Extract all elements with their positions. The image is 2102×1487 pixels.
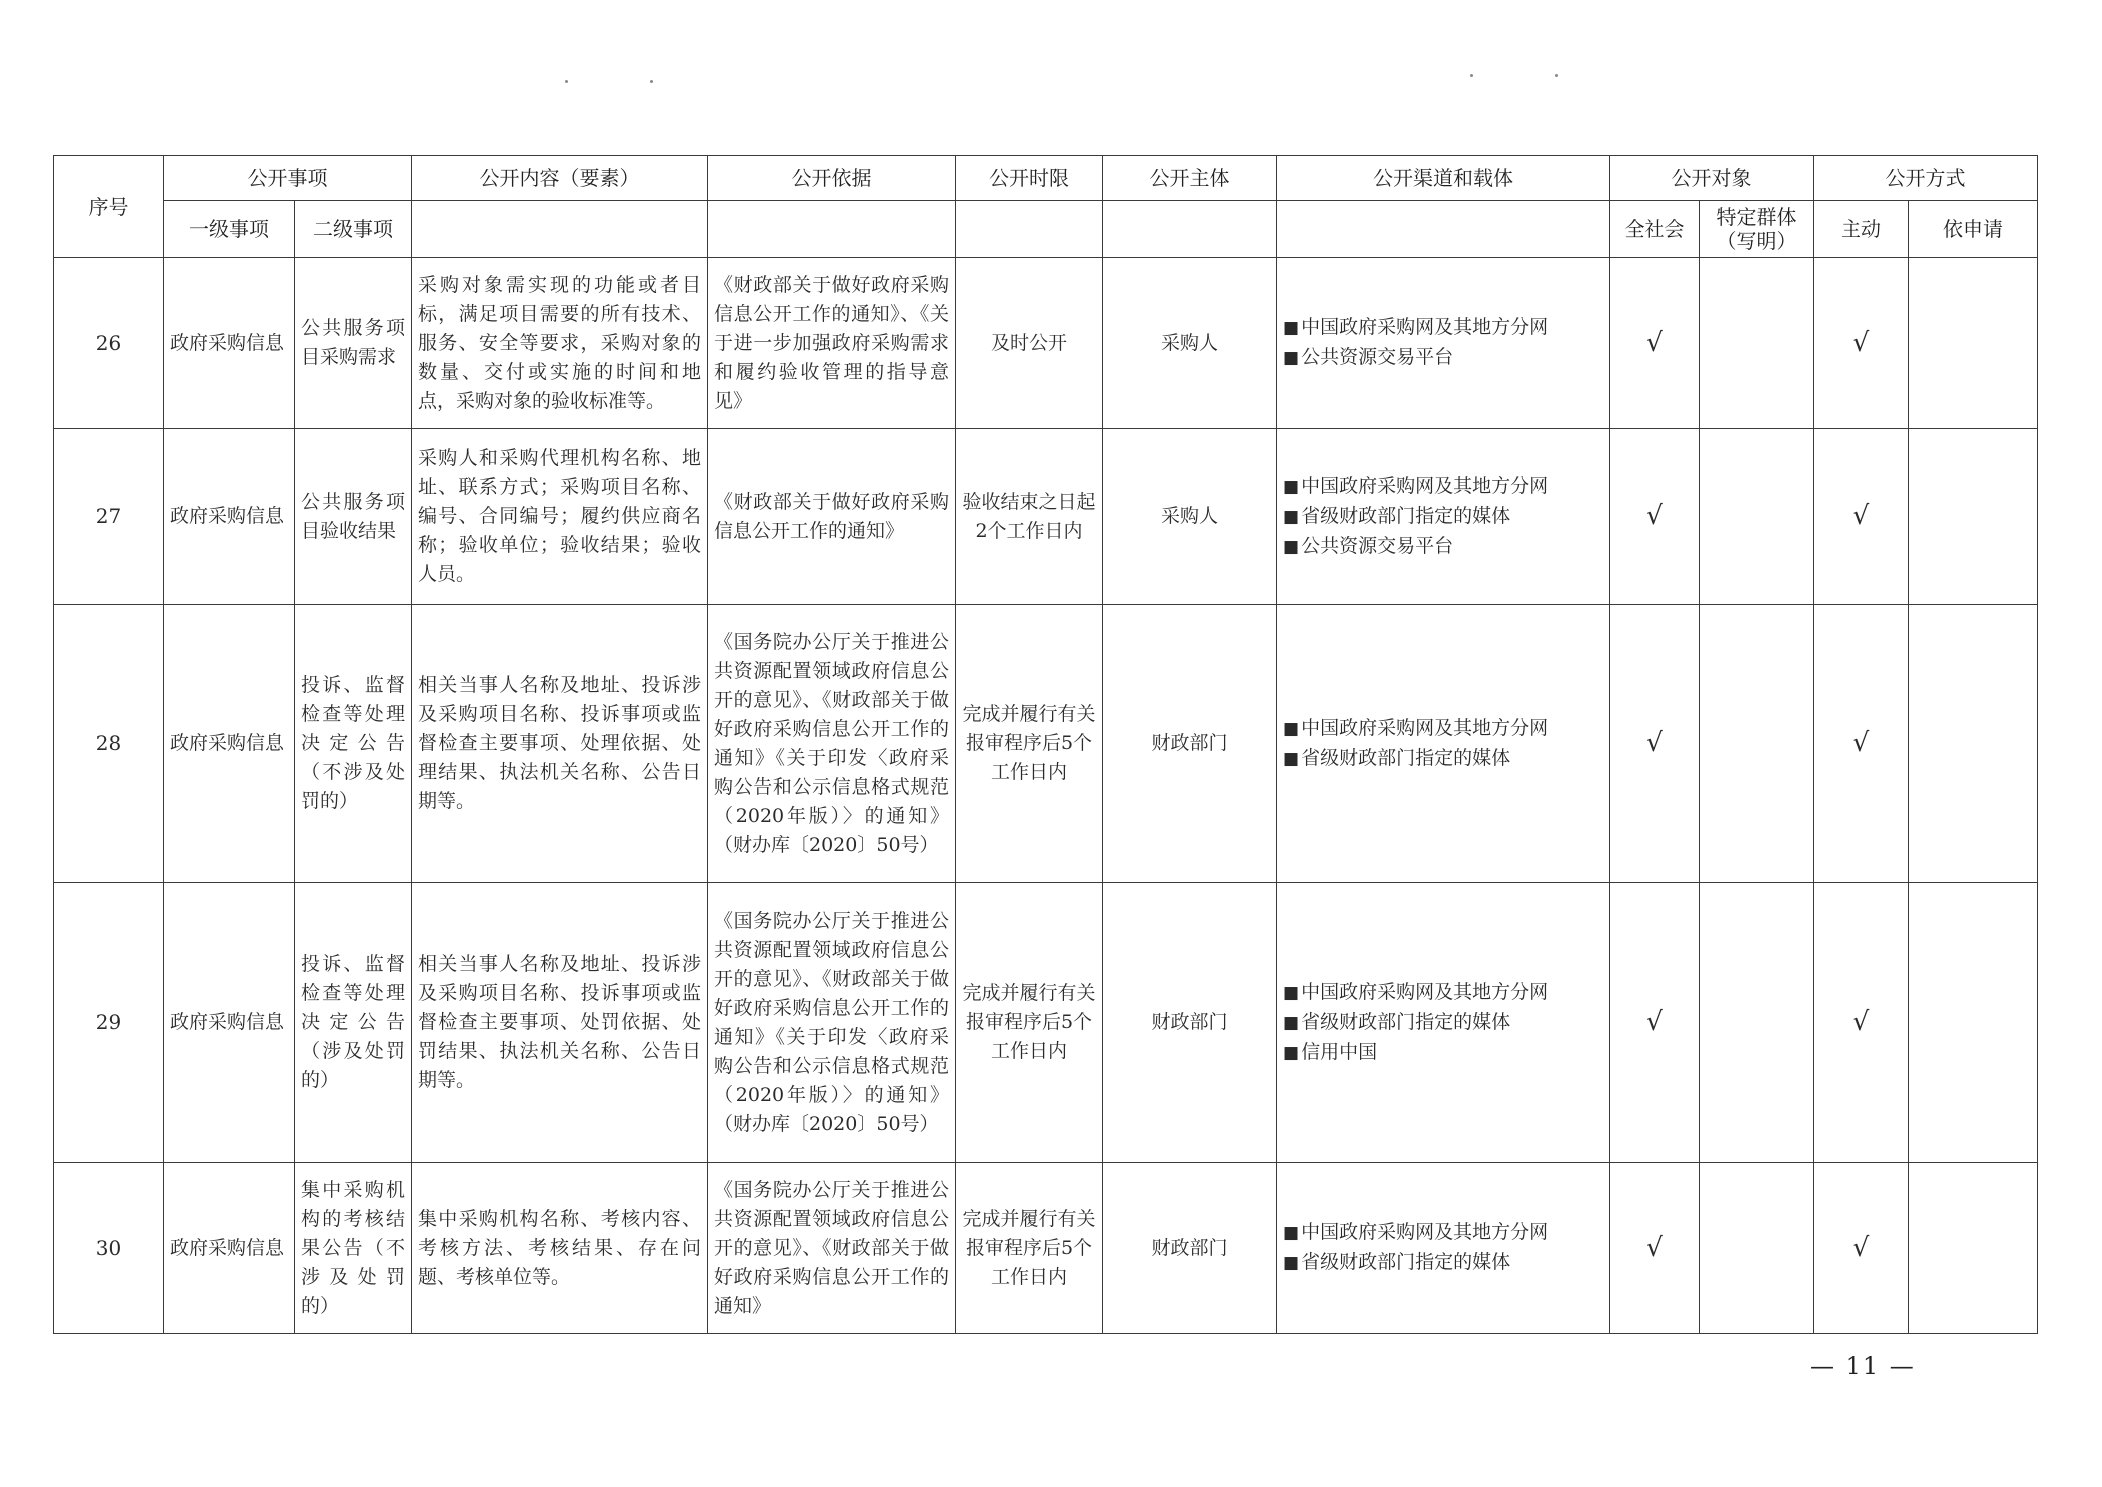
header-subject: 公开主体	[1103, 156, 1277, 201]
row-time-limit: 及时公开	[956, 258, 1103, 429]
bullet-square-icon: ■	[1283, 1223, 1300, 1243]
row-time-limit: 完成并履行有关报审程序后5个工作日内	[956, 1163, 1103, 1334]
header-row-2	[54, 201, 2038, 258]
row-content: 采购对象需实现的功能或者目标，满足项目需要的所有技术、服务、安全等要求，采购对象的数量、交付或实施的时间和地点，采购对象的验收标准等。	[412, 258, 708, 429]
header-row-1	[54, 156, 2038, 201]
table-row	[54, 258, 2038, 429]
table-row	[54, 1163, 2038, 1334]
row-content: 相关当事人名称及地址、投诉涉及采购项目名称、投诉事项或监督检查主要事项、处理依据、处理结果、执法机关名称、公告日期等。	[412, 605, 708, 883]
channel-item: ■ 中国政府采购网及其地方分网	[1283, 474, 1549, 497]
table-row	[54, 883, 2038, 1163]
bullet-square-icon: ■	[1283, 476, 1300, 497]
header-matter: 公开事项	[164, 156, 412, 201]
header-method: 公开方式	[1814, 156, 2038, 201]
row-active-check: √	[1814, 605, 1909, 883]
bullet-square-icon: ■	[1283, 1253, 1300, 1273]
header-audience-all: 全社会	[1610, 201, 1700, 258]
header-audience-specific: 特定群体（写明）	[1700, 201, 1814, 258]
row-subject: 财政部门	[1103, 883, 1277, 1163]
channel-item: ■ 省级财政部门指定的媒体	[1283, 504, 1511, 527]
row-channels	[1277, 1163, 1610, 1334]
row-content: 集中采购机构名称、考核内容、考核方法、考核结果、存在问题、考核单位等。	[412, 1163, 708, 1334]
bullet-square-icon: ■	[1283, 348, 1300, 368]
row-channels	[1277, 605, 1610, 883]
row-active-check: √	[1814, 258, 1909, 429]
bullet-square-icon: ■	[1283, 1012, 1300, 1033]
row-all-society-check: √	[1610, 1163, 1700, 1334]
header-method-request: 依申请	[1909, 201, 2038, 258]
row-level1: 政府采购信息	[164, 883, 295, 1163]
row-seq: 26	[54, 258, 164, 429]
header-blank	[708, 201, 956, 258]
header-method-active: 主动	[1814, 201, 1909, 258]
header-level2: 二级事项	[295, 201, 412, 258]
table-row	[54, 429, 2038, 605]
row-specific-group	[1700, 429, 1814, 605]
bullet-square-icon: ■	[1283, 1042, 1300, 1063]
header-content: 公开内容（要素）	[412, 156, 708, 201]
row-on-request	[1909, 429, 2038, 605]
row-level1: 政府采购信息	[164, 429, 295, 605]
scan-mark	[1555, 74, 1558, 77]
row-on-request	[1909, 605, 2038, 883]
row-seq: 29	[54, 883, 164, 1163]
row-level1: 政府采购信息	[164, 605, 295, 883]
row-channels	[1277, 883, 1610, 1163]
row-specific-group	[1700, 883, 1814, 1163]
row-basis: 《财政部关于做好政府采购信息公开工作的通知》、《关于进一步加强政府采购需求和履约验收管理的指导意见》	[708, 258, 956, 429]
header-blank	[1277, 201, 1610, 258]
row-time-limit: 验收结束之日起2个工作日内	[956, 429, 1103, 605]
row-seq: 27	[54, 429, 164, 605]
row-all-society-check: √	[1610, 429, 1700, 605]
row-basis: 《国务院办公厅关于推进公共资源配置领域政府信息公开的意见》、《财政部关于做好政府采购信息公开工作的通知》《关于印发〈政府采购公告和公示信息格式规范（2020年版）〉的通知》（财办库〔2020〕50号）	[708, 605, 956, 883]
row-time-limit: 完成并履行有关报审程序后5个工作日内	[956, 605, 1103, 883]
bullet-square-icon: ■	[1283, 318, 1300, 338]
row-active-check: √	[1814, 883, 1909, 1163]
header-basis: 公开依据	[708, 156, 956, 201]
row-subject: 采购人	[1103, 429, 1277, 605]
row-all-society-check: √	[1610, 883, 1700, 1163]
row-level2: 公共服务项目采购需求	[295, 258, 412, 429]
row-basis: 《财政部关于做好政府采购信息公开工作的通知》	[708, 429, 956, 605]
row-all-society-check: √	[1610, 258, 1700, 429]
row-seq: 28	[54, 605, 164, 883]
row-basis: 《国务院办公厅关于推进公共资源配置领域政府信息公开的意见》、《财政部关于做好政府采购信息公开工作的通知》	[708, 1163, 956, 1334]
channel-item: ■ 中国政府采购网及其地方分网	[1283, 980, 1549, 1003]
row-level1: 政府采购信息	[164, 1163, 295, 1334]
header-blank	[412, 201, 708, 258]
header-audience: 公开对象	[1610, 156, 1814, 201]
bullet-square-icon: ■	[1283, 536, 1300, 557]
row-specific-group	[1700, 605, 1814, 883]
scan-mark	[1470, 74, 1473, 77]
scan-mark	[565, 80, 568, 83]
row-subject: 采购人	[1103, 258, 1277, 429]
channel-item: ■ 信用中国	[1283, 1040, 1378, 1063]
row-specific-group	[1700, 258, 1814, 429]
row-time-limit: 完成并履行有关报审程序后5个工作日内	[956, 883, 1103, 1163]
channel-item: ■ 省级财政部门指定的媒体	[1283, 1251, 1511, 1273]
disclosure-table	[53, 155, 2038, 1334]
row-channels	[1277, 258, 1610, 429]
row-seq: 30	[54, 1163, 164, 1334]
header-blank	[1103, 201, 1277, 258]
row-subject: 财政部门	[1103, 1163, 1277, 1334]
header-time-limit: 公开时限	[956, 156, 1103, 201]
row-content: 采购人和采购代理机构名称、地址、联系方式；采购项目名称、编号、合同编号；履约供应商名称；验收单位；验收结果；验收人员。	[412, 429, 708, 605]
row-level2: 投诉、监督检查等处理决定公告（涉及处罚的）	[295, 883, 412, 1163]
row-all-society-check: √	[1610, 605, 1700, 883]
row-level2: 投诉、监督检查等处理决定公告（不涉及处罚的）	[295, 605, 412, 883]
channel-item: ■ 公共资源交易平台	[1283, 534, 1454, 557]
bullet-square-icon: ■	[1283, 718, 1300, 739]
scan-mark	[650, 80, 653, 83]
channel-item: ■ 公共资源交易平台	[1283, 346, 1454, 368]
row-content: 相关当事人名称及地址、投诉涉及采购项目名称、投诉事项或监督检查主要事项、处罚依据、处罚结果、执法机关名称、公告日期等。	[412, 883, 708, 1163]
header-level1: 一级事项	[164, 201, 295, 258]
row-on-request	[1909, 1163, 2038, 1334]
row-on-request	[1909, 883, 2038, 1163]
header-seq: 序号	[54, 156, 164, 258]
row-specific-group	[1700, 1163, 1814, 1334]
row-active-check: √	[1814, 429, 1909, 605]
row-basis: 《国务院办公厅关于推进公共资源配置领域政府信息公开的意见》、《财政部关于做好政府采购信息公开工作的通知》《关于印发〈政府采购公告和公示信息格式规范（2020年版）〉的通知》（财办库〔2020〕50号）	[708, 883, 956, 1163]
table-row	[54, 605, 2038, 883]
row-subject: 财政部门	[1103, 605, 1277, 883]
header-blank	[956, 201, 1103, 258]
row-level1: 政府采购信息	[164, 258, 295, 429]
bullet-square-icon: ■	[1283, 982, 1300, 1003]
header-channel: 公开渠道和载体	[1277, 156, 1610, 201]
bullet-square-icon: ■	[1283, 506, 1300, 527]
channel-item: ■ 省级财政部门指定的媒体	[1283, 746, 1511, 769]
page-number: — 11 —	[1810, 1352, 1916, 1380]
row-level2: 公共服务项目验收结果	[295, 429, 412, 605]
row-channels	[1277, 429, 1610, 605]
row-level2: 集中采购机构的考核结果公告（不涉及处罚的）	[295, 1163, 412, 1334]
channel-item: ■ 中国政府采购网及其地方分网	[1283, 716, 1549, 739]
channel-item: ■ 中国政府采购网及其地方分网	[1283, 1221, 1549, 1243]
channel-item: ■ 省级财政部门指定的媒体	[1283, 1010, 1511, 1033]
bullet-square-icon: ■	[1283, 748, 1300, 769]
row-on-request	[1909, 258, 2038, 429]
channel-item: ■ 中国政府采购网及其地方分网	[1283, 316, 1549, 338]
row-active-check: √	[1814, 1163, 1909, 1334]
